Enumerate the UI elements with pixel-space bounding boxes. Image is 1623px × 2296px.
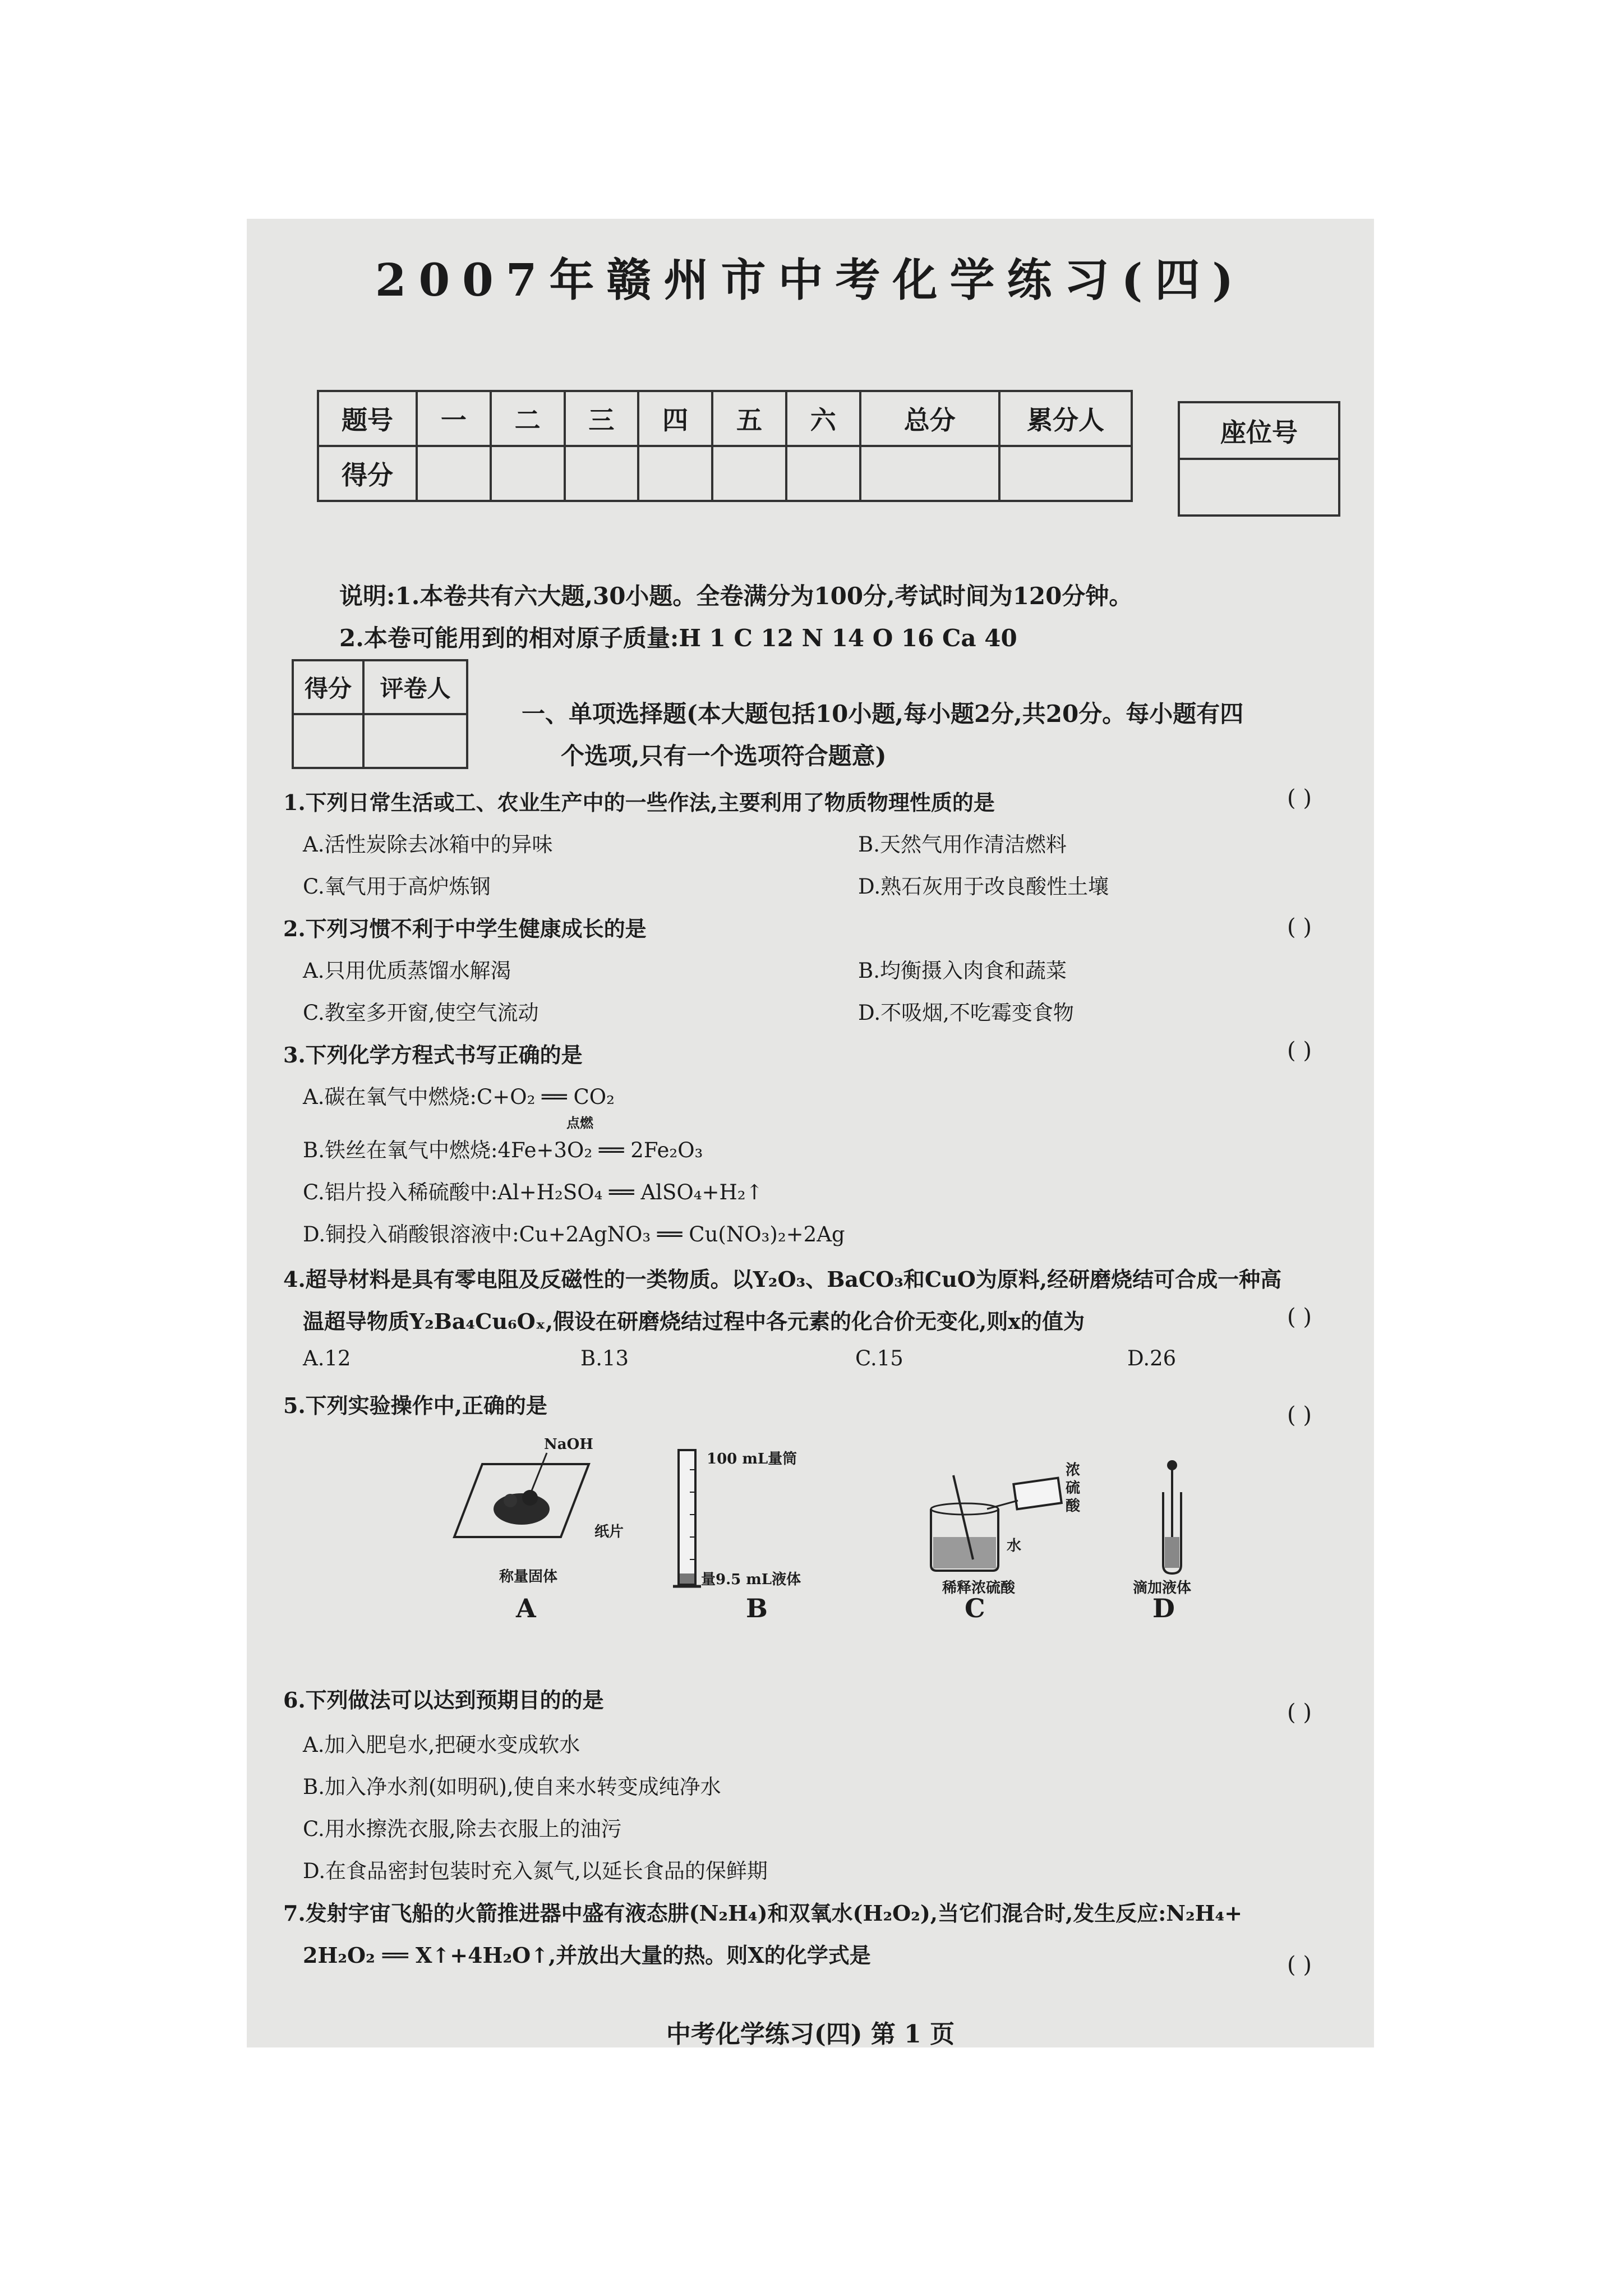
figure-a-weighing	[449, 1442, 606, 1554]
page-footer: 中考化学练习(四) 第 1 页	[666, 2020, 955, 2047]
option: A.12	[303, 1346, 351, 1370]
score-label-cell: 得分	[318, 446, 417, 501]
question-3-stem: 3.下列化学方程式书写正确的是	[283, 1042, 583, 1068]
question-2-stem: 2.下列习惯不利于中学生健康成长的是	[283, 916, 647, 941]
seat-number-box	[1178, 401, 1340, 517]
figure-c-caption: 稀释浓硫酸	[942, 1580, 1016, 1596]
option: B.铁丝在氧气中燃烧:4Fe+3O₂ ══ 2Fe₂O₃	[303, 1138, 703, 1162]
figure-d-caption: 滴加液体	[1133, 1580, 1192, 1596]
answer-paren[interactable]: ( )	[1287, 914, 1312, 940]
exam-title: 2007年赣州市中考化学练习(四)	[375, 254, 1246, 306]
score-cell[interactable]	[565, 446, 639, 501]
column-cell: 六	[786, 391, 860, 446]
option: A.碳在氧气中燃烧:C+O₂ ══ CO₂	[303, 1085, 615, 1109]
option: A.加入肥皂水,把硬水变成软水	[303, 1733, 580, 1757]
seat-number-label: 座位号	[1179, 402, 1339, 459]
column-cell: 四	[638, 391, 712, 446]
score-cell[interactable]	[638, 446, 712, 501]
column-cell: 二	[491, 391, 565, 446]
row-header-cell: 题号	[318, 391, 417, 446]
paper-label: 纸片	[594, 1524, 624, 1540]
figure-d-label: D	[1152, 1593, 1175, 1623]
figure-c-label: C	[965, 1593, 985, 1623]
question-7-stem-cont: 2H₂O₂ ══ X↑+4H₂O↑,并放出大量的热。则X的化学式是	[303, 1943, 871, 1968]
score-table-header-row	[318, 391, 1132, 446]
answer-paren[interactable]: ( )	[1287, 1700, 1312, 1726]
score-cell[interactable]	[999, 446, 1132, 501]
instructions-line-1: 说明:1.本卷共有六大题,30小题。全卷满分为100分,考试时间为120分钟。	[339, 582, 1133, 610]
option: B.天然气用作清洁燃料	[858, 832, 1067, 857]
option: D.不吸烟,不吃霉变食物	[858, 1001, 1074, 1025]
ignite-condition: 点燃	[566, 1115, 593, 1131]
option: A.活性炭除去冰箱中的异味	[303, 832, 553, 857]
grader-score-cell[interactable]	[293, 714, 363, 768]
option: C.教室多开窗,使空气流动	[303, 1001, 539, 1025]
question-1-stem: 1.下列日常生活或工、农业生产中的一些作法,主要利用了物质物理性质的是	[283, 790, 995, 815]
question-4-stem-cont: 温超导物质Y₂Ba₄Cu₆Oₓ,假设在研磨烧结过程中各元素的化合价无变化,则x的值为	[303, 1309, 1085, 1334]
option: C.用水擦洗衣服,除去衣服上的油污	[303, 1817, 622, 1841]
acid-label: 浓硫酸	[1066, 1462, 1081, 1515]
question-5-stem: 5.下列实验操作中,正确的是	[283, 1393, 547, 1418]
score-cell[interactable]	[417, 446, 491, 501]
section-1-heading-cont: 个选项,只有一个选项符合题意)	[561, 742, 887, 770]
option: D.铜投入硝酸银溶液中:Cu+2AgNO₃ ══ Cu(NO₃)₂+2Ag	[303, 1222, 845, 1246]
figure-d-dropper	[1155, 1458, 1189, 1576]
grader-box	[292, 659, 468, 769]
answer-paren[interactable]: ( )	[1287, 785, 1312, 811]
score-cell[interactable]	[712, 446, 786, 501]
figure-a-label: A	[516, 1593, 536, 1623]
column-cell: 总分	[860, 391, 999, 446]
exam-sheet	[247, 219, 1374, 2047]
score-cell[interactable]	[786, 446, 860, 501]
column-cell: 五	[712, 391, 786, 446]
grader-label: 评卷人	[363, 660, 467, 714]
option: B.均衡摄入肉食和蔬菜	[858, 959, 1067, 983]
option: D.26	[1127, 1346, 1177, 1370]
option: B.加入净水剂(如明矾),使自来水转变成纯净水	[303, 1775, 721, 1799]
question-7-stem: 7.发射宇宙飞船的火箭推进器中盛有液态肼(N₂H₄)和双氧水(H₂O₂),当它们混合时,发生反应:N₂H₄+	[283, 1901, 1243, 1926]
water-label: 水	[1007, 1538, 1022, 1554]
grader-score-label: 得分	[293, 660, 363, 714]
option: D.在食品密封包装时充入氮气,以延长食品的保鲜期	[303, 1859, 768, 1883]
figure-b-label: B	[746, 1593, 768, 1623]
cylinder-top-label: 100 mL量筒	[707, 1451, 797, 1467]
section-1-heading: 一、单项选择题(本大题包括10小题,每小题2分,共20分。每小题有四	[522, 700, 1244, 728]
option: A.只用优质蒸馏水解渴	[303, 959, 511, 983]
instructions-line-2: 2.本卷可能用到的相对原子质量:H 1 C 12 N 14 O 16 Ca 40	[339, 624, 1017, 652]
answer-paren[interactable]: ( )	[1287, 1304, 1312, 1330]
question-6-stem: 6.下列做法可以达到预期目的的是	[283, 1687, 604, 1713]
answer-paren[interactable]: ( )	[1287, 1038, 1312, 1064]
option: D.熟石灰用于改良酸性土壤	[858, 875, 1109, 899]
cylinder-bottom-label: 量9.5 mL液体	[701, 1571, 801, 1588]
option: C.铝片投入稀硫酸中:Al+H₂SO₄ ══ AlSO₄+H₂↑	[303, 1180, 763, 1204]
seat-number-cell[interactable]	[1179, 459, 1339, 516]
answer-paren[interactable]: ( )	[1287, 1402, 1312, 1428]
option: C.15	[855, 1346, 903, 1370]
score-cell[interactable]	[860, 446, 999, 501]
score-table	[317, 390, 1133, 502]
figure-a-caption: 称量固体	[499, 1568, 558, 1585]
column-cell: 三	[565, 391, 639, 446]
question-4-stem: 4.超导材料是具有零电阻及反磁性的一类物质。以Y₂O₃、BaCO₃和CuO为原料,经研磨烧结可合成一种高	[283, 1267, 1282, 1292]
grader-name-cell[interactable]	[363, 714, 467, 768]
answer-paren[interactable]: ( )	[1287, 1952, 1312, 1978]
column-cell: 累分人	[999, 391, 1132, 446]
naoh-label: NaOH	[544, 1436, 593, 1453]
option: B.13	[580, 1346, 629, 1370]
option: C.氧气用于高炉炼钢	[303, 875, 491, 899]
score-cell[interactable]	[491, 446, 565, 501]
column-cell: 一	[417, 391, 491, 446]
score-table-score-row	[318, 446, 1132, 501]
